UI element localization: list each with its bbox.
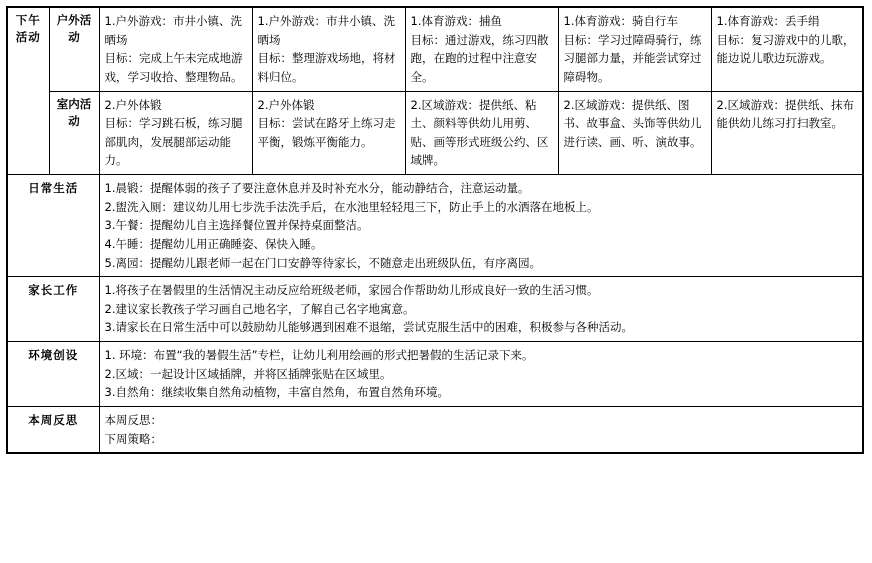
cell-line: 2.区域游戏：提供纸、粘土、颜料等供幼儿用剪、贴、画等形式班级公约、区域牌。 [410, 97, 549, 168]
row-label-daily [7, 175, 99, 277]
cell-line: 4.午睡：提醒幼儿用正确睡姿、保快入睡。 [104, 236, 323, 251]
cell-line: 2.户外体锻 [104, 97, 162, 112]
row-label-indoor [49, 91, 99, 175]
cell-line: 2.建议家长教孩子学习画自己地名字，了解自己名字地寓意。 [104, 301, 415, 316]
cell-line: 1.将孩子在暑假里的生活情况主动反应给班级老师，家园合作帮助幼儿形成良好一致的生活习惯。 [104, 283, 599, 298]
table-row-daily-life [7, 175, 863, 277]
cell-line: 2.户外体锻 [257, 97, 315, 112]
cell-line: 5.离园：提醒幼儿跟老师一起在门口安静等待家长，不随意走出班级队伍，有序离园。 [104, 255, 541, 270]
cell-line: 3.请家长在日常生活中可以鼓励幼儿能够遇到困难不退缩，尝试克服生活中的困难，积极参与各种活动。 [104, 320, 633, 335]
cell-line: 本周反思： [104, 412, 162, 427]
table-cell-environment [99, 342, 863, 407]
row-label-environment-text: 环境创设 [28, 348, 79, 362]
row-label-parent-text: 家长工作 [28, 283, 79, 298]
table-cell-outdoor-thu [558, 7, 711, 91]
cell-line: 2.区域：一起设计区域插牌，并将区插牌张贴在区域里。 [104, 366, 392, 381]
row-label-indoor-text: 室内活动 [56, 96, 92, 128]
cell-line: 3.午餐：提醒幼儿自主选择餐位置并保持桌面整洁。 [104, 218, 369, 233]
cell-line: 目标：学习跳石板，练习腿部肌肉，发展腿部运动能力。 [104, 116, 243, 168]
cell-line: 2.盥洗入厕：建议幼儿用七步洗手法洗手后，在水池里轻轻甩三下，防止手上的水洒落在地板上。 [104, 199, 599, 214]
table-cell-outdoor-tue [252, 7, 405, 91]
table-cell-outdoor-fri [711, 7, 863, 91]
cell-line: 目标：通过游戏，练习四散跑，在跑的过程中注意安全。 [410, 32, 549, 84]
weekly-plan-table [6, 6, 864, 454]
cell-line: 目标：尝试在路牙上练习走平衡，锻炼平衡能力。 [257, 116, 396, 149]
cell-line: 1. 环境：布置“我的暑假生活”专栏，让幼儿利用绘画的形式把暑假的生活记录下来。 [104, 348, 534, 362]
row-label-environment [7, 342, 99, 407]
table-row-afternoon-outdoor [7, 7, 863, 91]
cell-line: 1.户外游戏：市井小镇、洗晒场 [257, 14, 395, 47]
table-cell-daily-life [99, 175, 863, 277]
row-label-reflection-text: 本周反思 [28, 412, 79, 427]
table-row-afternoon-indoor [7, 91, 863, 175]
cell-line: 1.晨锻：提醒体弱的孩子了要注意休息并及时补充水分，能动静结合，注意运动量。 [104, 181, 530, 195]
cell-line: 下周策略： [104, 431, 162, 446]
row-label-outdoor [49, 7, 99, 91]
cell-line: 1.体育游戏：丢手绢 [716, 14, 820, 28]
cell-line: 1.体育游戏：捕鱼 [410, 14, 502, 28]
cell-line: 目标：复习游戏中的儿歌，能边说儿歌边玩游戏。 [716, 32, 855, 66]
cell-line: 1.体育游戏：骑自行车 [563, 14, 678, 28]
row-label-afternoon [7, 7, 49, 175]
table-cell-reflection [99, 406, 863, 453]
cell-line: 目标：学习过障碍骑行，练习腿部力量，并能尝试穿过障碍物。 [563, 32, 702, 84]
cell-line: 2.区域游戏：提供纸、抹布能供幼儿练习打扫教室。 [716, 97, 854, 131]
cell-line: 目标：整理游戏场地，将材料归位。 [257, 51, 396, 84]
table-cell-indoor-tue [252, 91, 405, 175]
table-cell-parent-work [99, 277, 863, 342]
cell-line: 目标：完成上午未完成地游戏，学习收拾、整理物品。 [104, 51, 243, 84]
cell-line: 3.自然角：继续收集自然角动植物，丰富自然角，布置自然角环境。 [104, 385, 449, 400]
row-label-afternoon-text: 下午活动 [15, 13, 41, 45]
table-cell-outdoor-mon [99, 7, 252, 91]
table-cell-indoor-fri [711, 91, 863, 175]
table-row-parent-work [7, 277, 863, 342]
row-label-outdoor-text: 户外活动 [56, 13, 92, 45]
table-cell-indoor-thu [558, 91, 711, 175]
table-cell-outdoor-wed [405, 7, 558, 91]
table-row-reflection [7, 406, 863, 453]
row-label-parent [7, 277, 99, 342]
row-label-reflection [7, 406, 99, 453]
table-row-environment [7, 342, 863, 407]
table-cell-indoor-wed [405, 91, 558, 175]
table-cell-indoor-mon [99, 91, 252, 175]
cell-line: 1.户外游戏：市井小镇、洗晒场 [104, 14, 242, 47]
cell-line: 2.区域游戏：提供纸、图书、故事盒、头饰等供幼儿进行读、画、听、演故事。 [563, 97, 702, 149]
row-label-daily-text: 日常生活 [28, 181, 79, 195]
